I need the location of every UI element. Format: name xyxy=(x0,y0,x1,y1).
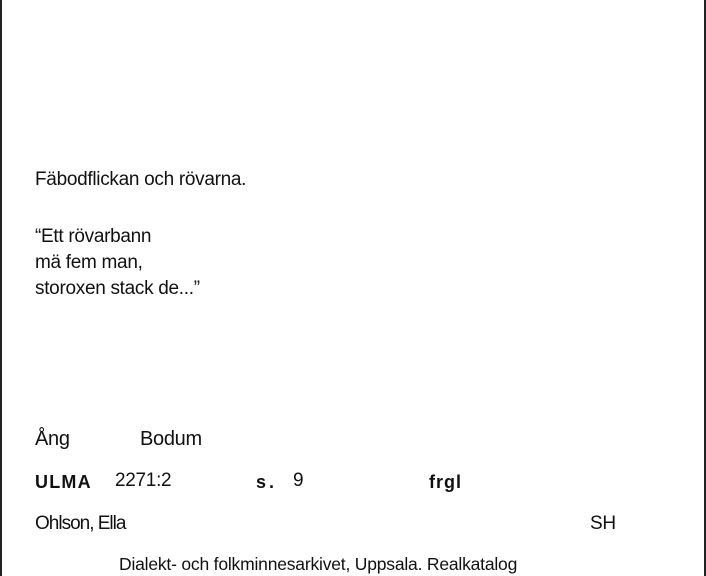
archive-footer: Dialekt- och folkminnesarkivet, Uppsala. Realkatalog xyxy=(119,554,518,574)
parish-name: Bodum xyxy=(140,428,202,450)
verse-block xyxy=(35,224,200,302)
verse-line: “Ett rövarbann xyxy=(35,226,152,247)
informant-name: Ohlson, Ella xyxy=(35,513,126,534)
page-label: s. xyxy=(256,472,278,492)
collector-initials: SH xyxy=(590,513,616,534)
archive-code: ULMA xyxy=(35,472,92,492)
verse-line: storoxen stack de...” xyxy=(35,278,200,299)
category-code: frgl xyxy=(429,472,462,492)
accession-number: 2271:2 xyxy=(115,470,172,491)
page-number: 9 xyxy=(293,470,304,491)
parish-label: Ång xyxy=(35,428,70,450)
verse-line: mä fem man, xyxy=(35,252,143,273)
record-title: Fäbodflickan och rövarna. xyxy=(35,169,247,190)
